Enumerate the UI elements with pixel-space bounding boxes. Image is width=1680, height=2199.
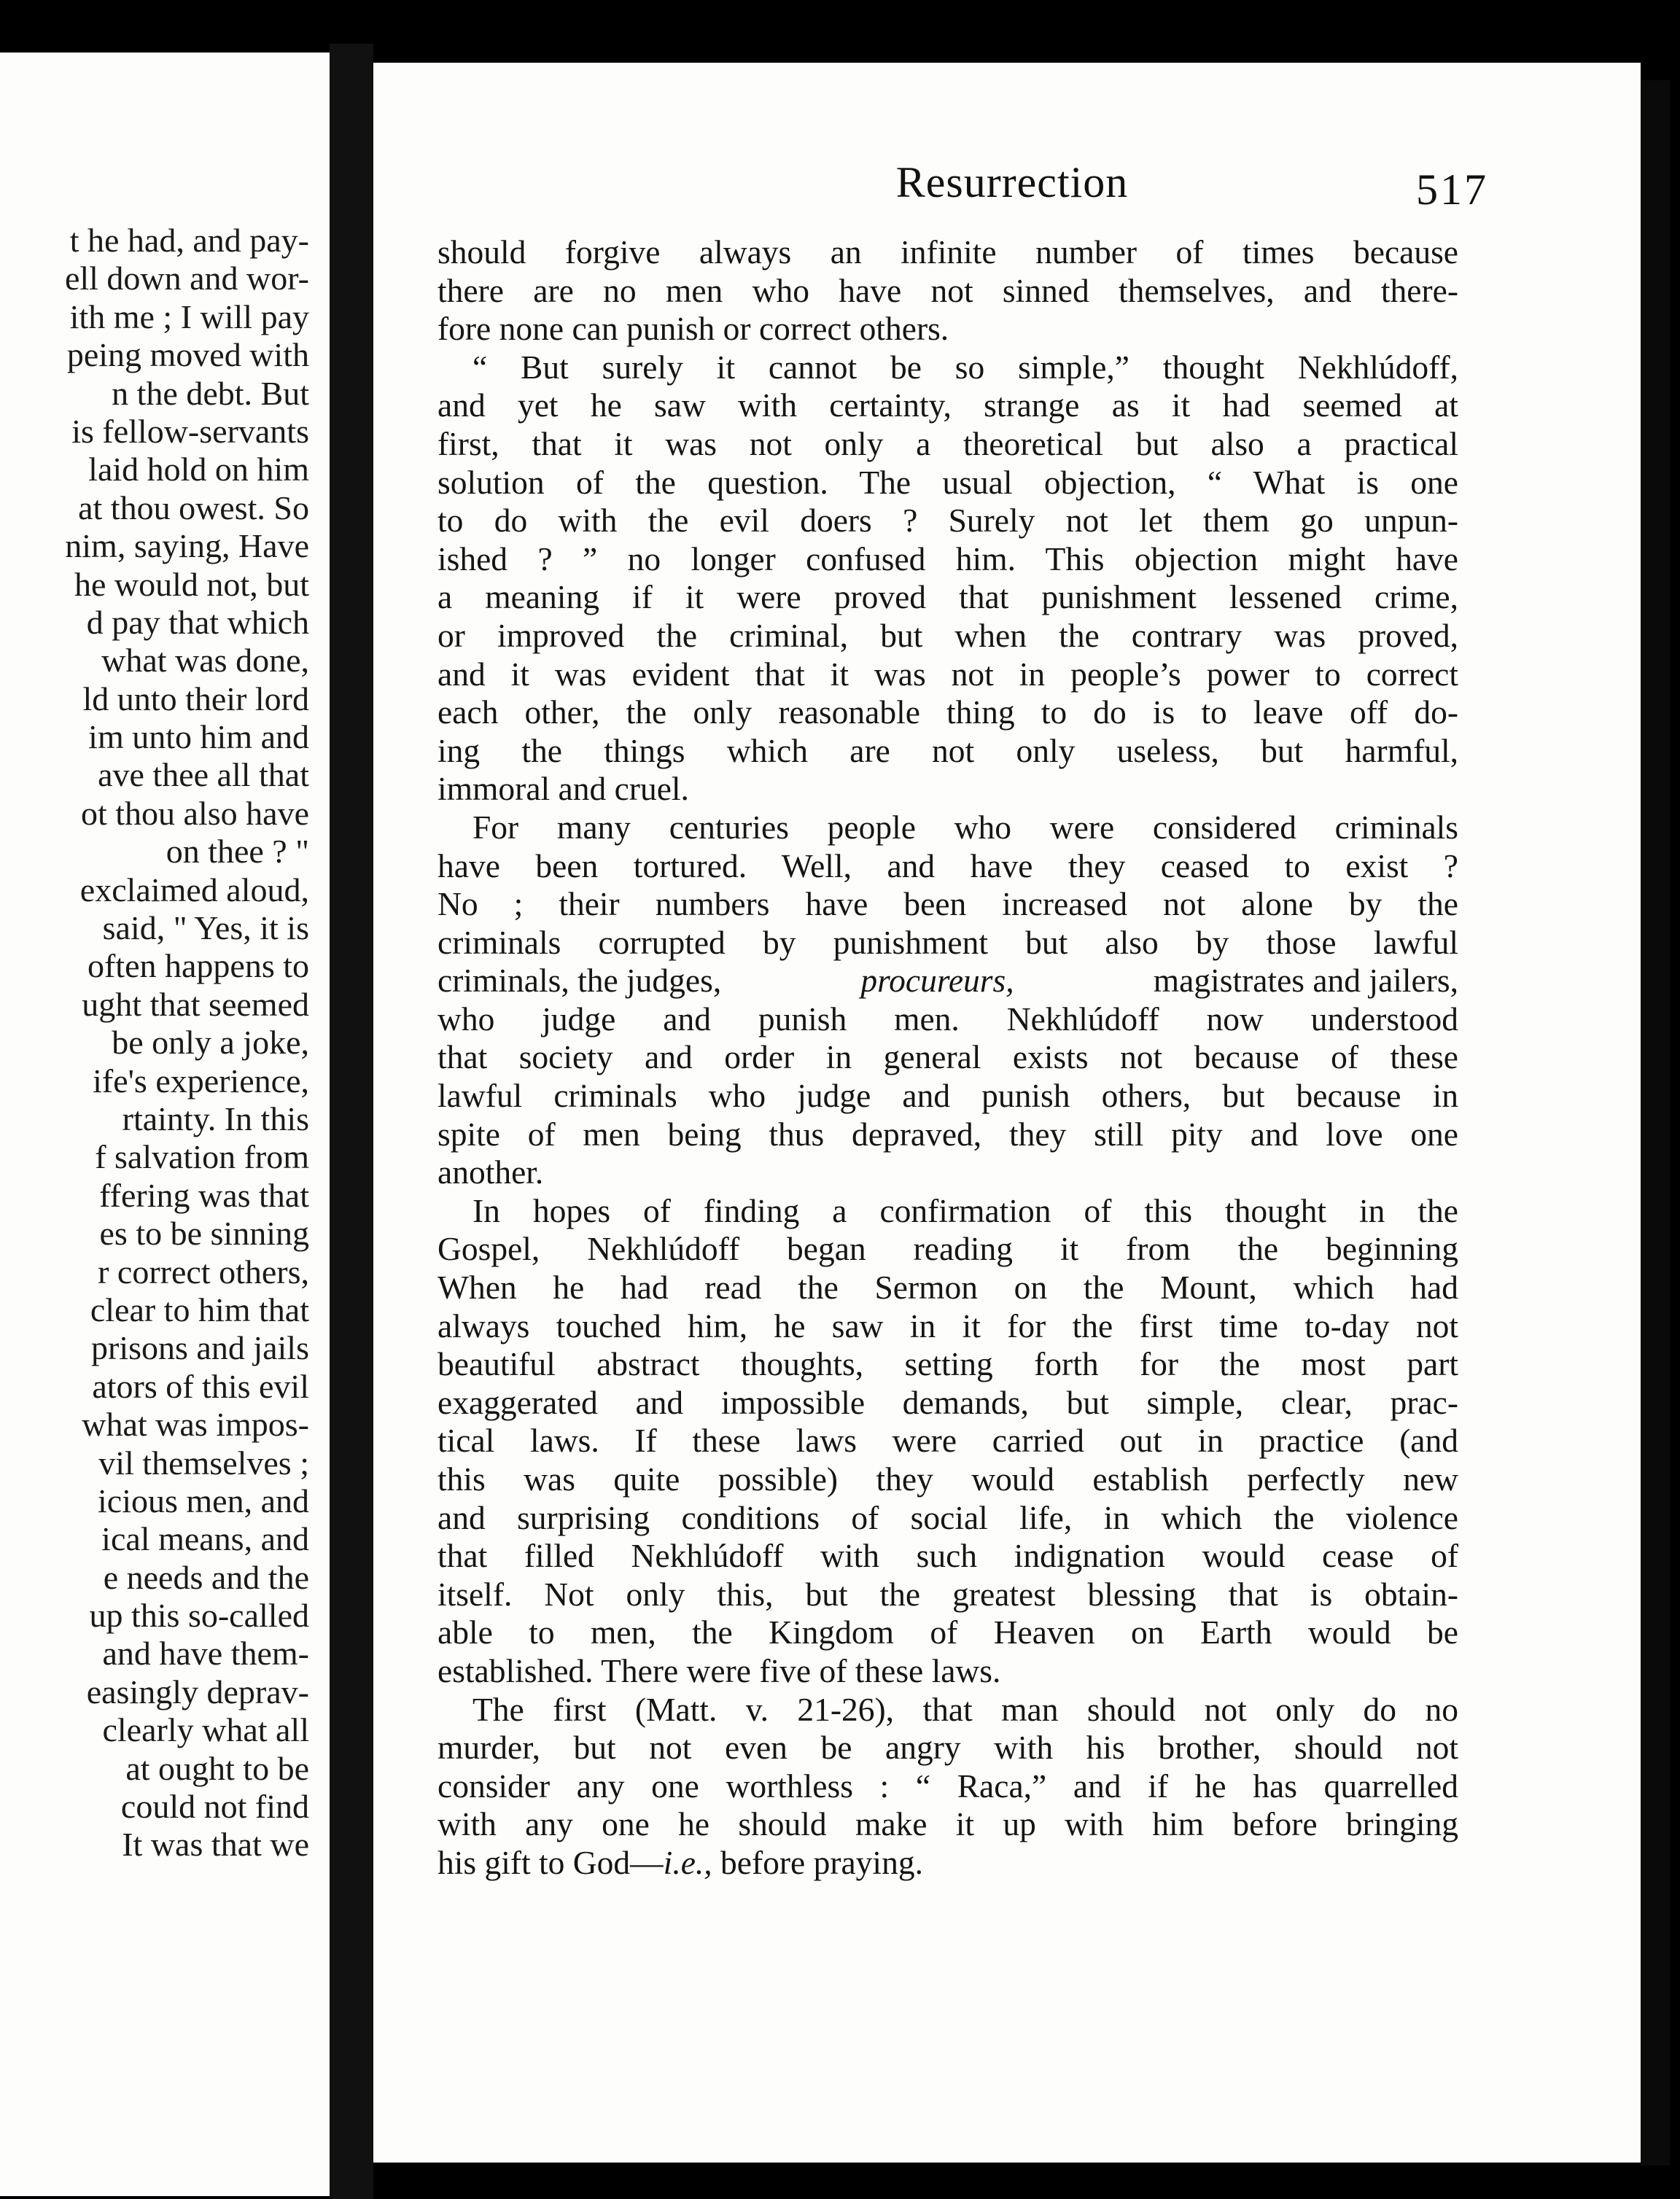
text-line: each other, the only reasonable thing to do is to leave off do- [438,693,1458,731]
left-line: ical means, and [101,1520,309,1558]
left-line: up this so-called [89,1597,309,1635]
italic-term: i.e., [663,1843,712,1881]
left-line: at ought to be [125,1749,309,1787]
left-line: often happens to [87,947,309,985]
left-line: icious men, and [98,1482,309,1519]
text-line: established. There were five of these laws. [438,1651,1001,1689]
left-line: vil themselves ; [98,1444,309,1482]
text-line: ing the things which are not only useless, but harmful, [438,731,1458,769]
text-line: In hopes of finding a confirmation of this thought in the [472,1191,1458,1229]
page-body [438,233,1458,1883]
text-line: there are no men who have not sinned themselves, and there- [438,271,1458,309]
left-line: he would not, but [74,565,309,603]
left-line: clearly what all [102,1711,309,1749]
text-line: For many centuries people who were considered criminals [472,808,1458,846]
left-line: d pay that which [86,603,309,641]
text-line: should forgive always an infinite number of times because [438,233,1458,271]
left-line: ot thou also have [81,794,309,832]
left-line: It was that we [122,1826,309,1864]
left-line: nim, saying, Have [65,527,309,565]
paragraph-5 [438,1691,1458,1883]
left-line: rtainty. In this [122,1100,309,1137]
left-line: ld unto their lord [82,680,309,717]
left-line: easingly deprav- [86,1673,309,1710]
text-line: able to men, the Kingdom of Heaven on Earth would be [438,1614,1458,1651]
left-line: f salvation from [95,1138,309,1176]
text-line: a meaning if it were proved that punishment lessened crime, [438,578,1458,616]
italic-term: procureurs, [860,962,1014,1000]
text-line: that society and order in general exists not because of these [438,1038,1458,1076]
paragraph-3 [438,809,1458,1192]
left-line: and have them- [102,1635,309,1673]
text-line: solution of the question. The usual objection, “ What is one [438,463,1458,501]
text-line: and yet he saw with certainty, strange as it had seemed at [438,386,1458,424]
left-line: clear to him that [90,1291,309,1328]
text-line: first, that it was not only a theoretical but also a practical [438,424,1458,462]
text-line: murder, but not even be angry with his brother, should not [438,1729,1458,1767]
left-line: what was impos- [82,1406,309,1444]
left-line: could not find [120,1788,309,1826]
left-line: ith me ; I will pay [69,297,309,335]
text-line: immoral and cruel. [438,770,689,808]
left-line: exclaimed aloud, [79,871,309,908]
text-line: No ; their numbers have been increased not alone by the [438,885,1458,923]
text-line: lawful criminals who judge and punish others, but because in [438,1077,1458,1115]
left-line: at thou owest. So [78,489,309,526]
text-line: fore none can punish or correct others. [438,310,949,348]
text-line: with any one he should make it up with him before bringing [438,1805,1458,1843]
text-line: and it was evident that it was not in people’s power to correct [438,655,1458,693]
text-line: to do with the evil doers ? Surely not let them go unpun- [438,502,1458,540]
text-segment: his gift to God— [438,1843,664,1881]
text-line: and surprising conditions of social life, in which the violence [438,1498,1458,1536]
left-line: ught that seemed [82,985,309,1023]
left-line: what was done, [101,642,309,680]
text-line: beautiful abstract thoughts, setting forth for the most part [438,1345,1458,1383]
text-line: criminals corrupted by punishment but also by those lawful [438,923,1458,961]
text-line: another. [438,1153,544,1191]
text-segment: magistrates and jailers, [1145,962,1458,1000]
left-line: t he had, and pay- [69,222,309,259]
page-number: 517 [1416,166,1488,214]
text-line: or improved the criminal, but when the contrary was proved, [438,616,1458,654]
left-line: ffering was that [99,1176,309,1214]
text-segment: before praying. [712,1843,923,1881]
text-segment: criminals, the judges, [438,962,730,1000]
text-line [438,962,1458,1000]
paragraph-4 [438,1192,1458,1691]
paragraph-2 [438,349,1458,809]
text-line [438,1844,1458,1883]
text-line: exaggerated and impossible demands, but simple, clear, prac- [438,1383,1458,1421]
left-page-text [0,222,309,1864]
left-line: n the debt. But [112,374,309,412]
text-line: have been tortured. Well, and have they ceased to exist ? [438,846,1458,884]
text-line: that filled Nekhlúdoff with such indignation would cease of [438,1537,1458,1575]
left-line: es to be sinning [99,1215,309,1253]
left-line: be only a joke, [112,1024,309,1062]
left-line: is fellow-servants [71,412,309,450]
running-title: Resurrection [895,158,1129,206]
left-line: prisons and jails [91,1329,309,1367]
text-line: spite of men being thus depraved, they still pity and love one [438,1115,1458,1153]
text-line: When he had read the Sermon on the Mount, which had [438,1269,1458,1307]
left-line: r correct others, [98,1253,309,1291]
text-line: itself. Not only this, but the greatest blessing that is obtain- [438,1575,1458,1613]
left-line: on thee ? " [166,833,309,871]
left-line: peing moved with [66,336,309,374]
paragraph-1 [438,233,1458,349]
left-page-fragment [0,52,330,2196]
left-line: ators of this evil [92,1367,309,1405]
text-line: Gospel, Nekhlúdoff began reading it from the beginning [438,1230,1458,1268]
text-line: consider any one worthless : “ Raca,” and if he has quarrelled [438,1767,1458,1805]
text-line: always touched him, he saw in it for the first time to-day not [438,1307,1458,1344]
text-line: who judge and punish men. Nekhlúdoff now understood [438,1000,1458,1038]
text-line: tical laws. If these laws were carried out in practice (and [438,1422,1458,1460]
left-line: ave thee all that [98,756,309,794]
left-line: ell down and wor- [64,260,309,297]
right-page-edge-shadow [1641,80,1670,2165]
left-line: e needs and the [103,1558,309,1596]
text-line: ished ? ” no longer confused him. This objection might have [438,540,1458,577]
text-line: this was quite possible) they would establish perfectly new [438,1460,1458,1498]
book-gutter [330,44,373,2199]
left-line: im unto him and [88,718,309,756]
left-line: said, " Yes, it is [102,909,309,947]
left-line: laid hold on him [88,451,309,489]
text-line: “ But surely it cannot be so simple,” thought Nekhlúdoff, [472,348,1458,386]
text-line: The first (Matt. v. 21-26), that man should not only do no [472,1690,1458,1728]
left-line: ife's experience, [93,1062,309,1100]
page-header [373,95,1641,214]
